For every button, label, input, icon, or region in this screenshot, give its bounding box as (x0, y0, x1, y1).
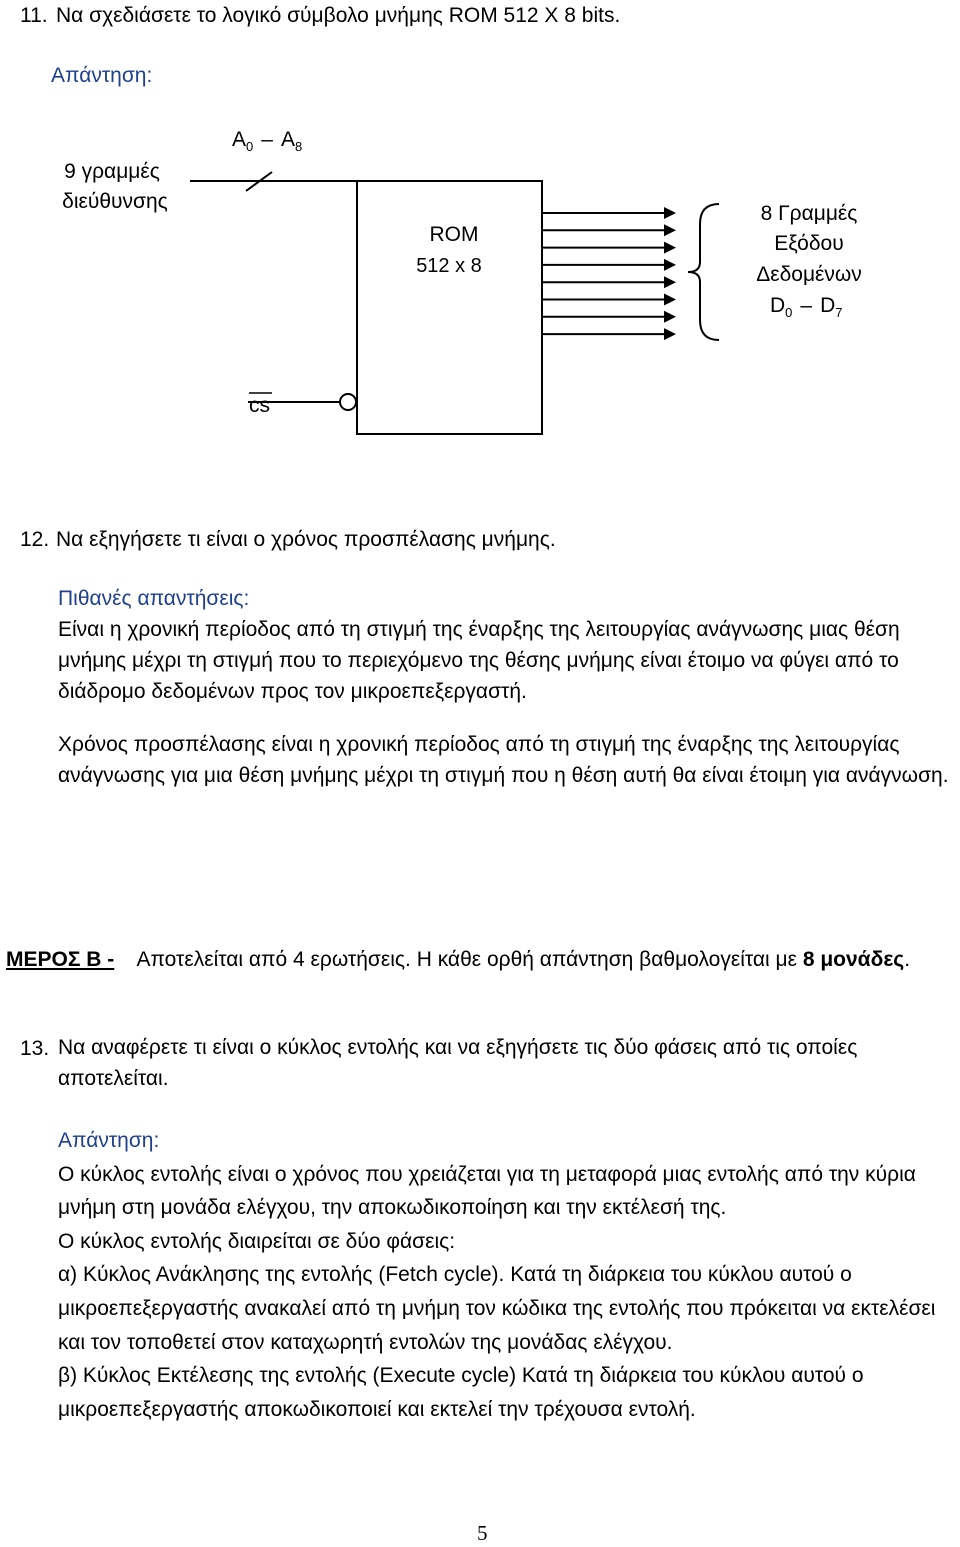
output-arrowhead (664, 294, 676, 306)
output-brace (688, 204, 719, 340)
answer-13 (58, 1124, 958, 1426)
chip-select-inversion-bubble (340, 394, 356, 410)
output-data-lines (542, 207, 676, 340)
address-label-line1: 9 γραμμές (64, 160, 160, 183)
answer-paragraph-3: α) Κύκλος Ανάκλησης της εντολής (Fetch cycle). Κατά τη διάρκεια του κύκλου αυτού ο μικροεπεξεργαστής ανακαλεί από τη μνήμη τον κώδικα της εντολής που πρόκειται να εκτελέσει και τον τοποθετεί στον καταχωρητή εντολών της μονάδας ελέγχου. (58, 1263, 936, 1354)
output-arrowhead (664, 328, 676, 340)
part-b-heading: ΜΕΡΟΣ Β - (6, 948, 115, 971)
output-arrowhead (664, 224, 676, 236)
address-bus-label: $A_0 - A_8$ (232, 128, 303, 154)
chip-select-label: cs (249, 394, 270, 417)
rom-chip-box (357, 181, 542, 434)
output-label-line2: Εξόδου (774, 232, 844, 255)
chip-size: 512 x 8 (416, 255, 482, 277)
address-label-line2: διεύθυνσης (62, 190, 168, 213)
answer-paragraph-1: Είναι η χρονική περίοδος από τη στιγμή της έναρξης της λειτουργίας ανάγνωσης μιας θέση μνήμης μέχρι τη στιγμή που το περιεχόμενο της θέσης μνήμης είναι έτοιμο να φύγει από το διάδρομο δεδομένων προς τον μικροεπεξεργαστή. (58, 618, 900, 703)
page-number: 5 (477, 1521, 488, 1545)
output-arrowhead (664, 259, 676, 271)
output-arrowhead (664, 207, 676, 219)
answer-label: Πιθανές απαντήσεις: (58, 587, 250, 610)
answer-paragraph-1: Ο κύκλος εντολής είναι ο χρόνος που χρειάζεται για τη μεταφορά μιας εντολής από την κύρια μνήμη στη μονάδα ελέγχου, την αποκωδικοποίηση και την εκτέλεσή της. (58, 1162, 916, 1220)
chip-name: ROM (429, 223, 479, 246)
answer-label: Απάντηση: (58, 1129, 160, 1152)
part-b-header (6, 944, 958, 975)
question-number: 11. (20, 4, 48, 27)
question-number: 12. (20, 528, 50, 551)
output-arrowhead (664, 242, 676, 254)
rom-logic-symbol-diagram (0, 0, 960, 520)
answer-12 (58, 583, 958, 791)
part-b-period: . (904, 948, 911, 971)
answer-paragraph-2: Χρόνος προσπέλασης είναι η χρονική περίοδος από τη στιγμή της έναρξης της λειτουργίας ανάγνωσης για μια θέση μνήμης μέχρι τη στιγμή που η θέση αυτή θα είναι έτοιμη για ανάγνωση. (58, 733, 949, 787)
answer-paragraph-2: Ο κύκλος εντολής διαιρείται σε δύο φάσεις: (58, 1229, 456, 1253)
question-13-text (58, 1032, 958, 1094)
question-text: Να εξηγήσετε τι είναι ο χρόνος προσπέλασης μνήμης. (56, 528, 556, 551)
output-label-line1: 8 Γραμμές (760, 202, 858, 225)
output-arrowhead (664, 311, 676, 323)
part-b-text: Αποτελείται από 4 ερωτήσεις. Η κάθε ορθή απάντηση βαθμολογείται με (136, 948, 797, 971)
question-text: Να αναφέρετε τι είναι ο κύκλος εντολής και να εξηγήσετε τις δύο φάσεις από τις οποίες αποτελείται. (58, 1036, 858, 1090)
answer-label: Απάντηση: (51, 64, 153, 87)
output-arrowhead (664, 276, 676, 288)
part-b-points: 8 μονάδες (802, 948, 905, 971)
output-label-line3: Δεδομένων (756, 263, 862, 286)
output-bus-label: $D_0 - D_7$ (770, 294, 843, 320)
answer-paragraph-4: β) Κύκλος Εκτέλεσης της εντολής (Execute cycle) Κατά τη διάρκεια του κύκλου αυτού ο μικροεπεξεργαστής αποκωδικοποιεί και εκτελεί την τρέχουσα εντολή. (58, 1364, 864, 1421)
question-13-number: 13. (20, 1037, 50, 1060)
question-text: Να σχεδιάσετε το λογικό σύμβολο μνήμης ROM 512 X 8 bits. (56, 4, 621, 27)
question-12 (20, 527, 556, 552)
